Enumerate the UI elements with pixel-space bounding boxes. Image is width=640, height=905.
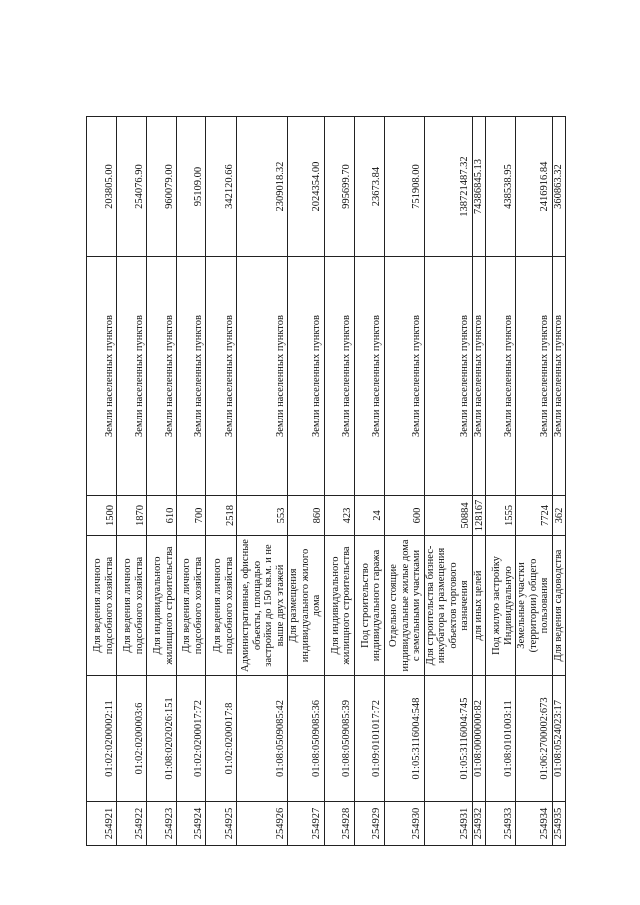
- area-cell: 1555: [486, 496, 516, 536]
- cadastral-value-cell: 360863.32: [552, 117, 566, 257]
- permitted-use-cell: Административные, офисные объекты, площадью застройки до 150 кв.м. и не выше двух этажей: [237, 536, 288, 676]
- row-number-cell: 254923: [147, 802, 177, 846]
- land-category-cell: Земли населенных пунктов: [324, 257, 354, 496]
- cadastral-value-cell: 342120.66: [206, 117, 237, 257]
- cadastral-value-cell: 138721487.32: [424, 117, 472, 257]
- land-category-cell: Земли населенных пунктов: [354, 257, 384, 496]
- table-row: [472, 117, 486, 846]
- table-row: [424, 117, 472, 846]
- table-row: [237, 117, 288, 846]
- table-row: [147, 117, 177, 846]
- land-category-cell: Земли населенных пунктов: [384, 257, 424, 496]
- land-category-cell: Земли населенных пунктов: [206, 257, 237, 496]
- cadastral-number-cell: 01:06:2700002:673: [516, 676, 553, 802]
- permitted-use-cell: Отдельно стоящие индивидуальные жилые дома с земельными участками: [384, 536, 424, 676]
- area-cell: 860: [288, 496, 325, 536]
- land-category-cell: Земли населенных пунктов: [516, 257, 553, 496]
- table-row: [384, 117, 424, 846]
- permitted-use-cell: Под жилую застройку Индивидуальную: [486, 536, 516, 676]
- table-row: [552, 117, 566, 846]
- row-number-cell: 254935: [552, 802, 566, 846]
- cadastral-number-cell: 01:08:0000000:82: [472, 676, 486, 802]
- row-number-cell: 254927: [288, 802, 325, 846]
- land-registry-table-frame: [86, 117, 565, 846]
- permitted-use-cell: Для ведения личного подсобного хозяйства: [87, 536, 117, 676]
- area-cell: 700: [177, 496, 206, 536]
- row-number-cell: 254922: [117, 802, 147, 846]
- cadastral-number-cell: 01:08:0524023:17: [552, 676, 566, 802]
- area-cell: 610: [147, 496, 177, 536]
- table-row: [354, 117, 384, 846]
- area-cell: 600: [384, 496, 424, 536]
- cadastral-number-cell: 01:02:0200002:11: [87, 676, 117, 802]
- cadastral-number-cell: 01:08:0509085:39: [324, 676, 354, 802]
- area-cell: 362: [552, 496, 566, 536]
- cadastral-number-cell: 01:09:0101017:72: [354, 676, 384, 802]
- land-category-cell: Земли населенных пунктов: [237, 257, 288, 496]
- cadastral-number-cell: 01:02:0200017:8: [206, 676, 237, 802]
- cadastral-number-cell: 01:08:0509085:42: [237, 676, 288, 802]
- land-category-cell: Земли населенных пунктов: [486, 257, 516, 496]
- permitted-use-cell: Для строительства бизнес-инкубатора и размещения объектов торгового назначения: [424, 536, 472, 676]
- row-number-cell: 254929: [354, 802, 384, 846]
- land-category-cell: Земли населенных пунктов: [177, 257, 206, 496]
- cadastral-value-cell: 751908.00: [384, 117, 424, 257]
- cadastral-number-cell: 01:02:0200017:72: [177, 676, 206, 802]
- cadastral-value-cell: 23673.84: [354, 117, 384, 257]
- row-number-cell: 254925: [206, 802, 237, 846]
- area-cell: 128167: [472, 496, 486, 536]
- table-row: [87, 117, 117, 846]
- table-row: [288, 117, 325, 846]
- cadastral-value-cell: 95109.00: [177, 117, 206, 257]
- land-category-cell: Земли населенных пунктов: [472, 257, 486, 496]
- land-category-cell: Земли населенных пунктов: [288, 257, 325, 496]
- cadastral-value-cell: 960079.00: [147, 117, 177, 257]
- area-cell: 423: [324, 496, 354, 536]
- cadastral-value-cell: 203805.00: [87, 117, 117, 257]
- permitted-use-cell: Для ведения личного подсобного хозяйства: [177, 536, 206, 676]
- cadastral-value-cell: 438538.95: [486, 117, 516, 257]
- area-cell: 1870: [117, 496, 147, 536]
- area-cell: 50884: [424, 496, 472, 536]
- area-cell: 7724: [516, 496, 553, 536]
- cadastral-value-cell: 995699.70: [324, 117, 354, 257]
- cadastral-value-cell: 2416916.84: [516, 117, 553, 257]
- cadastral-number-cell: 01:05:3116004:548: [384, 676, 424, 802]
- cadastral-number-cell: 01:02:0200003:6: [117, 676, 147, 802]
- cadastral-value-cell: 2024354.00: [288, 117, 325, 257]
- row-number-cell: 254930: [384, 802, 424, 846]
- permitted-use-cell: Для размещения индивидуального жилого дома: [288, 536, 325, 676]
- table-row: [516, 117, 553, 846]
- area-cell: 2518: [206, 496, 237, 536]
- land-category-cell: Земли населенных пунктов: [87, 257, 117, 496]
- row-number-cell: 254933: [486, 802, 516, 846]
- row-number-cell: 254924: [177, 802, 206, 846]
- permitted-use-cell: Для ведения садоводства: [552, 536, 566, 676]
- table-row: [206, 117, 237, 846]
- cadastral-number-cell: 01:08:0101003:11: [486, 676, 516, 802]
- row-number-cell: 254932: [472, 802, 486, 846]
- permitted-use-cell: Для индивидуального жилищного строительства: [147, 536, 177, 676]
- area-cell: 1500: [87, 496, 117, 536]
- land-category-cell: Земли населенных пунктов: [147, 257, 177, 496]
- area-cell: 24: [354, 496, 384, 536]
- area-cell: 553: [237, 496, 288, 536]
- permitted-use-cell: Для ведения личного подсобного хозяйства: [206, 536, 237, 676]
- cadastral-number-cell: 01:05:3116004:745: [424, 676, 472, 802]
- land-category-cell: Земли населенных пунктов: [552, 257, 566, 496]
- land-registry-table: [86, 116, 566, 846]
- land-category-cell: Земли населенных пунктов: [424, 257, 472, 496]
- land-category-cell: Земли населенных пунктов: [117, 257, 147, 496]
- permitted-use-cell: Для ведения личного подсобного хозяйства: [117, 536, 147, 676]
- table-row: [486, 117, 516, 846]
- cadastral-value-cell: 74386845.13: [472, 117, 486, 257]
- cadastral-number-cell: 01:08:0202026:151: [147, 676, 177, 802]
- row-number-cell: 254926: [237, 802, 288, 846]
- permitted-use-cell: Для индивидуального жилищного строительства: [324, 536, 354, 676]
- permitted-use-cell: Земельные участки (территории) общего пользования: [516, 536, 553, 676]
- row-number-cell: 254928: [324, 802, 354, 846]
- row-number-cell: 254921: [87, 802, 117, 846]
- permitted-use-cell: Под строительство индивидуального гаража: [354, 536, 384, 676]
- land-registry-table-body: [87, 117, 566, 846]
- cadastral-value-cell: 254076.90: [117, 117, 147, 257]
- cadastral-number-cell: 01:08:0509085:36: [288, 676, 325, 802]
- row-number-cell: 254934: [516, 802, 553, 846]
- table-row: [117, 117, 147, 846]
- cadastral-value-cell: 2309018.32: [237, 117, 288, 257]
- table-row: [324, 117, 354, 846]
- table-row: [177, 117, 206, 846]
- permitted-use-cell: для иных целей: [472, 536, 486, 676]
- row-number-cell: 254931: [424, 802, 472, 846]
